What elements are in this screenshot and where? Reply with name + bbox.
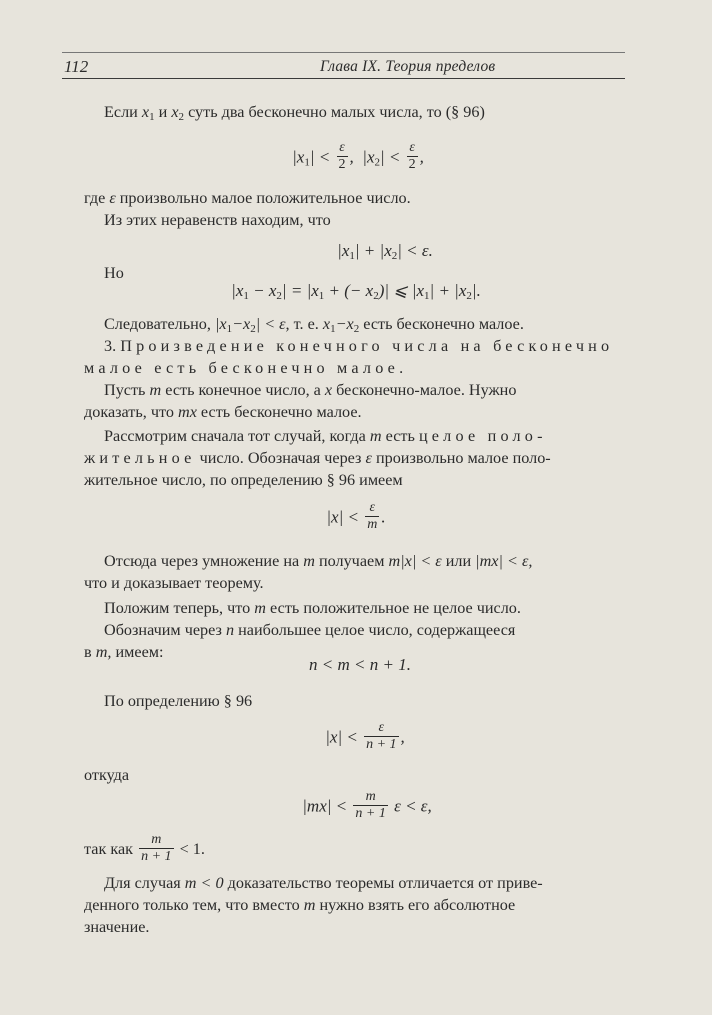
text-line-11b: в m, имеем: [84, 643, 164, 661]
fraction: $\frac{\varepsilon}{2}$ [338, 140, 346, 172]
formula-3: $|x_1 - x_2| = |x_1$ + (− $x_2)|$ ⩽ $|x_1| + |x_2|$. [231, 281, 481, 302]
formula-6: |x| < $\frac{\varepsilon}{n + 1}$ , [325, 720, 405, 752]
formula-2: $|x_1| + |x_2| < \varepsilon$. [337, 241, 433, 262]
theorem-3-title-line-2: малое есть бесконечно малое. [84, 359, 408, 377]
text-line-4: Но [104, 264, 124, 282]
running-head: Глава IX. Теория пределов [320, 58, 496, 75]
fraction: $\frac{\varepsilon}{n + 1}$ [366, 720, 397, 752]
text-line-1: Если $x_1$ и $x_2$ суть два бесконечно малых числа, то (§ 96) [104, 103, 485, 123]
formula-4: |x| < $\frac{\varepsilon}{m}$ . [326, 500, 386, 532]
theorem-3-title-line-1: 3. Произведение конечного числа на бесконечно [104, 337, 614, 355]
page-number: 112 [64, 57, 89, 76]
text-line-3: Из этих неравенств находим, что [104, 211, 331, 229]
formula-1: $|x_1|$ < $\frac{\varepsilon}{2}$ , $|x_2|$ < $\frac{\varepsilon}{2}$ , [292, 140, 424, 172]
text-line-8a: Рассмотрим сначала тот случай, когда m есть целое поло- [104, 427, 547, 445]
text-line-2: где ε произвольно малое положительное число. [84, 189, 411, 207]
text-line-7b: доказать, что mx есть бесконечно малое. [84, 403, 362, 421]
formula-7: |mx| < $\frac{m}{n + 1}$ ε < ε, [302, 789, 432, 821]
text-line-9b: что и доказывает теорему. [84, 574, 264, 592]
text-line-9a: Отсюда через умножение на m получаем m|x| < ε или |mx| < ε, [104, 552, 533, 570]
text-line-15c: значение. [84, 918, 150, 936]
fraction: $\frac{m}{n + 1}$ [141, 832, 172, 864]
text-line-15a: Для случая m < 0 доказательство теоремы отличается от приве- [104, 874, 543, 892]
text-line-10: Положим теперь, что m есть положительное не целое число. [104, 599, 521, 617]
text-line-11a: Обозначим через n наибольшее целое число, содержащееся [104, 621, 516, 639]
formula-5: n < m < n + 1. [309, 655, 411, 674]
text-line-13: откуда [84, 766, 130, 784]
text-line-15b: денного только тем, что вместо m нужно взять его абсолютное [84, 896, 516, 914]
fraction: $\frac{\varepsilon}{2}$ [408, 140, 416, 172]
fraction: $\frac{m}{n + 1}$ [355, 789, 386, 821]
page-header [62, 56, 625, 79]
text-line-12: По определению § 96 [104, 692, 253, 710]
text-line-8c: жительное число, по определению § 96 имеем [84, 471, 403, 489]
text-line-8b: жительное число. Обозначая через ε произвольно малое поло- [84, 449, 551, 467]
text-line-5: Следовательно, $|x_1-x_2| < \varepsilon$, т. е. $x_1-x_2$ есть бесконечно малое. [104, 315, 524, 335]
text-line-7a: Пусть m есть конечное число, а x бесконечно-малое. Нужно [104, 381, 517, 399]
text-line-14: так как $\frac{m}{n + 1}$ < 1. [84, 832, 205, 864]
fraction: $\frac{\varepsilon}{m}$ [367, 500, 378, 532]
